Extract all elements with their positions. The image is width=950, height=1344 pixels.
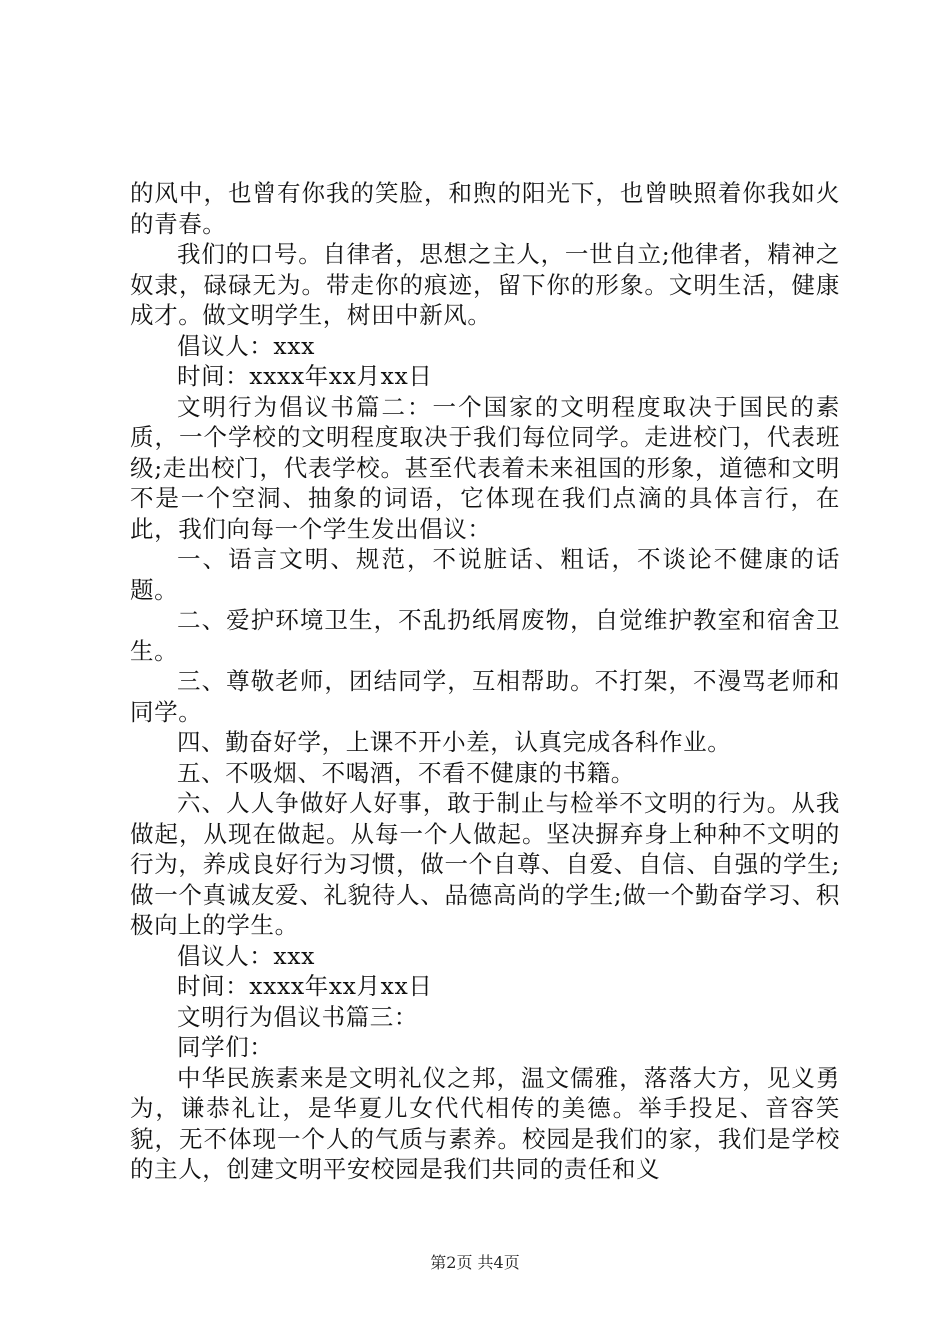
salutation: 同学们： xyxy=(177,1033,274,1061)
paragraph: 我们的口号。自律者，思想之主人，一世自立;他律者，精神之奴隶，碌碌无为。带走你的痕迹，留下你的形象。文明生活，健康成才。做文明学生，树田中新风。 xyxy=(130,240,840,329)
page-number-footer: 第2页 共4页 xyxy=(430,1253,520,1272)
section-heading: 文明行为倡议书篇三： xyxy=(177,1002,418,1031)
proposer-line: 倡议人：xxx xyxy=(177,941,315,970)
list-item: 四、勤奋好学，上课不开小差，认真完成各科作业。 xyxy=(177,728,732,756)
date-line: 时间：xxxx年xx月xx日 xyxy=(177,972,433,1000)
paragraph: 的风中，也曾有你我的笑脸，和煦的阳光下，也曾映照着你我如火的青春。 xyxy=(130,179,840,238)
paragraph: 文明行为倡议书篇二：一个国家的文明程度取决于国民的素质，一个学校的文明程度取决于我们每位同学。走进校门，代表班级;走出校门，代表学校。甚至代表着未来祖国的形象，道德和文明不是一个空洞、抽象的词语，它体现在我们点滴的具体言行，在此，我们向每一个学生发出倡议： xyxy=(130,392,840,543)
paragraph: 中华民族素来是文明礼仪之邦，温文儒雅，落落大方，见义勇为，谦恭礼让，是华夏儿女代代相传的美德。举手投足、音容笑貌，无不体现一个人的气质与素养。校园是我们的家，我们是学校的主人，创建文明平安校园是我们共同的责任和义 xyxy=(130,1063,840,1183)
list-item: 一、语言文明、规范，不说脏话、粗话，不谈论不健康的话题。 xyxy=(130,545,840,604)
date-line: 时间：xxxx年xx月xx日 xyxy=(177,362,433,390)
list-item: 六、人人争做好人好事，敢于制止与检举不文明的行为。从我做起，从现在做起。从每一个人做起。坚决摒弃身上种种不文明的行为，养成良好行为习惯，做一个自尊、自爱、自信、自强的学生;做一个真诚友爱、礼貌待人、品德高尚的学生;做一个勤奋学习、积极向上的学生。 xyxy=(130,789,840,939)
document-body xyxy=(130,178,840,1185)
list-item: 五、不吸烟、不喝酒，不看不健康的书籍。 xyxy=(177,758,635,787)
proposer-line: 倡议人：xxx xyxy=(177,331,315,360)
list-item: 二、爱护环境卫生，不乱扔纸屑废物，自觉维护教室和宿舍卫生。 xyxy=(130,606,840,665)
list-item: 三、尊敬老师，团结同学，互相帮助。不打架，不漫骂老师和同学。 xyxy=(130,667,840,726)
